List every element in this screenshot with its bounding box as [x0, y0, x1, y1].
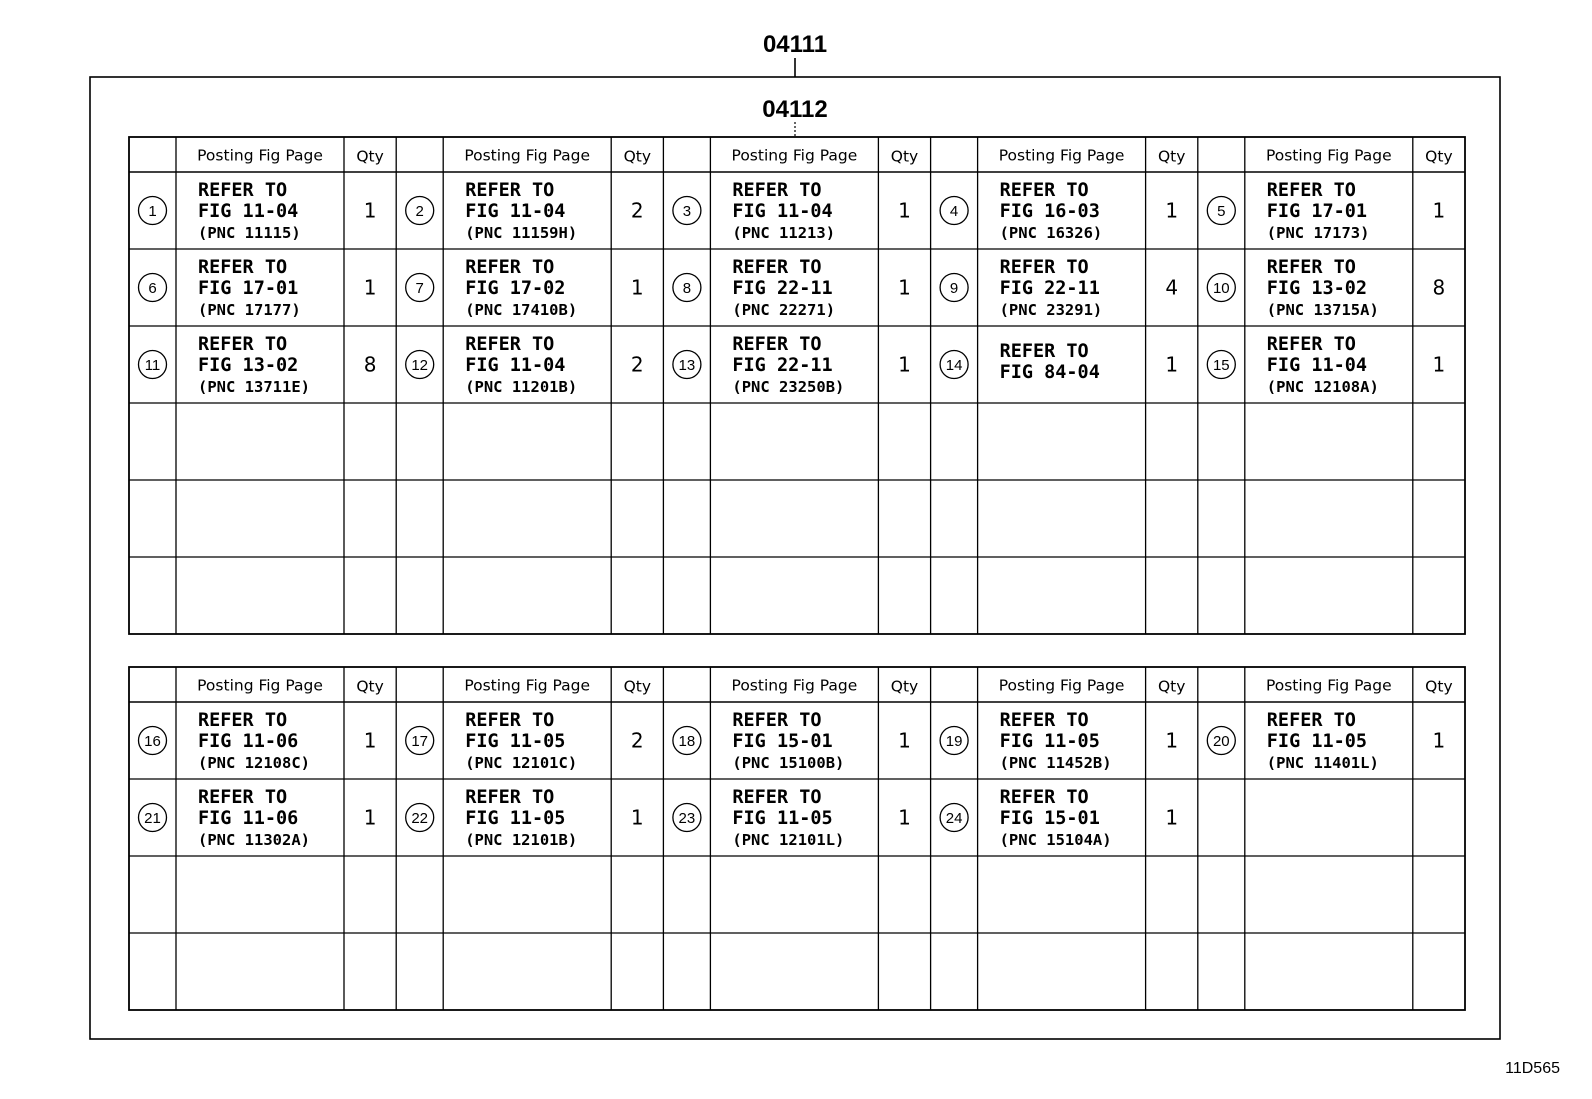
part-reference-entry	[406, 710, 644, 772]
refer-to-text: REFER TO	[198, 180, 288, 201]
pnc-code: (PNC 17173)	[1266, 224, 1370, 242]
quantity-value: 8	[363, 352, 377, 377]
callout-number: 16	[144, 733, 161, 750]
pnc-code: (PNC 11159H)	[465, 224, 578, 242]
part-reference-entry	[940, 341, 1178, 383]
fig-reference: FIG 22-11	[999, 278, 1100, 299]
part-reference-entry	[940, 787, 1178, 849]
quantity-value: 1	[1165, 805, 1179, 830]
fig-reference: FIG 11-05	[465, 731, 566, 752]
callout-number: 23	[678, 810, 696, 827]
quantity-value: 1	[898, 198, 911, 223]
refer-to-text: REFER TO	[1266, 710, 1356, 731]
quantity-value: 1	[898, 805, 911, 830]
refer-to-text: REFER TO	[732, 334, 822, 355]
parts-table-upper	[129, 137, 1465, 634]
callout-number: 21	[144, 810, 161, 827]
fig-reference: FIG 17-01	[1266, 201, 1368, 222]
header-qty: Qty	[1425, 147, 1453, 166]
refer-to-text: REFER TO	[732, 257, 822, 278]
part-reference-entry	[673, 180, 911, 242]
part-reference-entry	[406, 180, 644, 242]
callout-number: 5	[1217, 203, 1226, 220]
pnc-code: (PNC 12101L)	[732, 831, 845, 849]
callout-number: 9	[949, 280, 959, 297]
quantity-value: 1	[363, 805, 377, 830]
callout-number: 11	[144, 357, 161, 374]
part-reference-entry	[139, 257, 377, 319]
part-reference-entry	[139, 710, 377, 772]
refer-to-text: REFER TO	[198, 257, 288, 278]
quantity-value: 1	[1432, 728, 1446, 753]
callout-number: 14	[945, 357, 963, 374]
part-reference-entry	[1207, 334, 1445, 396]
quantity-value: 1	[1432, 198, 1446, 223]
refer-to-text: REFER TO	[465, 710, 555, 731]
callout-number: 19	[945, 733, 963, 750]
quantity-value: 1	[898, 728, 911, 753]
part-reference-entry	[673, 334, 911, 396]
fig-reference: FIG 17-01	[198, 278, 299, 299]
quantity-value: 1	[1432, 352, 1446, 377]
pnc-code: (PNC 15100B)	[732, 754, 845, 772]
header-posting-fig-page: Posting Fig Page	[464, 676, 591, 695]
fig-reference: FIG 11-05	[732, 808, 833, 829]
fig-reference: FIG 11-04	[465, 201, 566, 222]
header-qty: Qty	[356, 147, 384, 166]
refer-to-text: REFER TO	[1266, 180, 1356, 201]
fig-reference: FIG 11-04	[465, 355, 566, 376]
pnc-code: (PNC 12108A)	[1266, 378, 1379, 396]
header-qty: Qty	[623, 677, 652, 696]
callout-number: 8	[682, 280, 692, 297]
refer-to-text: REFER TO	[732, 787, 822, 808]
refer-to-text: REFER TO	[999, 787, 1089, 808]
header-qty: Qty	[1157, 677, 1186, 696]
refer-to-text: REFER TO	[999, 341, 1089, 362]
header-posting-fig-page: Posting Fig Page	[197, 146, 323, 165]
pnc-code: (PNC 22271)	[732, 301, 836, 319]
callout-number: 18	[678, 733, 696, 750]
pnc-code: (PNC 12101C)	[465, 754, 578, 772]
refer-to-text: REFER TO	[198, 787, 288, 808]
header-qty: Qty	[890, 677, 919, 696]
pnc-code: (PNC 13711E)	[198, 378, 310, 396]
header-posting-fig-page: Posting Fig Page	[464, 146, 591, 165]
refer-to-text: REFER TO	[999, 710, 1089, 731]
part-reference-entry	[673, 257, 911, 319]
refer-to-text: REFER TO	[732, 180, 822, 201]
header-posting-fig-page: Posting Fig Page	[1265, 146, 1392, 165]
fig-reference: FIG 11-04	[1266, 355, 1368, 376]
pnc-code: (PNC 11213)	[732, 224, 836, 242]
quantity-value: 1	[363, 728, 377, 753]
part-reference-entry	[406, 257, 644, 319]
pnc-code: (PNC 17177)	[198, 301, 301, 319]
header-qty: Qty	[1425, 677, 1453, 696]
part-reference-entry	[673, 710, 911, 772]
pnc-code: (PNC 11201B)	[465, 378, 578, 396]
header-posting-fig-page: Posting Fig Page	[731, 146, 858, 165]
callout-number: 24	[945, 810, 963, 827]
pnc-code: (PNC 11302A)	[198, 831, 310, 849]
quantity-value: 4	[1165, 275, 1179, 300]
fig-reference: FIG 84-04	[999, 362, 1100, 383]
callout-number: 4	[949, 203, 959, 220]
header-qty: Qty	[890, 147, 919, 166]
fig-reference: FIG 11-04	[198, 201, 299, 222]
header-posting-fig-page: Posting Fig Page	[998, 146, 1125, 165]
quantity-value: 1	[1165, 728, 1179, 753]
part-reference-entry	[673, 787, 911, 849]
part-reference-entry	[1207, 710, 1445, 772]
callout-number: 15	[1212, 357, 1230, 374]
pnc-code: (PNC 11115)	[198, 224, 301, 242]
part-reference-entry	[940, 257, 1178, 319]
refer-to-text: REFER TO	[1266, 334, 1356, 355]
refer-to-text: REFER TO	[465, 180, 555, 201]
pnc-code: (PNC 11452B)	[999, 754, 1112, 772]
pnc-code: (PNC 11401L)	[1266, 754, 1379, 772]
header-posting-fig-page: Posting Fig Page	[197, 676, 323, 695]
quantity-value: 1	[1165, 352, 1179, 377]
part-reference-entry	[940, 710, 1178, 772]
refer-to-text: REFER TO	[465, 787, 555, 808]
fig-reference: FIG 22-11	[732, 355, 833, 376]
refer-to-text: REFER TO	[732, 710, 822, 731]
fig-reference: FIG 13-02	[198, 355, 299, 376]
quantity-value: 1	[630, 275, 644, 300]
part-reference-entry	[139, 334, 377, 396]
callout-number: 6	[148, 280, 157, 297]
header-qty: Qty	[623, 147, 652, 166]
pnc-code: (PNC 16326)	[999, 224, 1103, 242]
part-reference-entry	[406, 334, 644, 396]
fig-reference: FIG 17-02	[465, 278, 566, 299]
callout-number: 20	[1212, 733, 1230, 750]
callout-number: 22	[411, 810, 429, 827]
quantity-value: 1	[363, 198, 377, 223]
pnc-code: (PNC 12108C)	[198, 754, 310, 772]
fig-reference: FIG 15-01	[999, 808, 1100, 829]
part-reference-entry	[139, 787, 377, 849]
quantity-value: 2	[630, 198, 644, 223]
header-posting-fig-page: Posting Fig Page	[998, 676, 1125, 695]
refer-to-text: REFER TO	[465, 257, 555, 278]
pnc-code: (PNC 12101B)	[465, 831, 578, 849]
part-reference-entry	[940, 180, 1178, 242]
refer-to-text: REFER TO	[999, 180, 1089, 201]
refer-to-text: REFER TO	[465, 334, 555, 355]
quantity-value: 1	[898, 352, 911, 377]
callout-number: 7	[415, 280, 424, 297]
refer-to-text: REFER TO	[1266, 257, 1356, 278]
quantity-value: 2	[630, 352, 644, 377]
fig-reference: FIG 22-11	[732, 278, 833, 299]
part-reference-entry	[406, 787, 644, 849]
part-reference-entry	[139, 180, 377, 242]
fig-reference: FIG 11-06	[198, 808, 299, 829]
fig-reference: FIG 11-05	[999, 731, 1100, 752]
quantity-value: 1	[363, 275, 377, 300]
fig-reference: FIG 11-04	[732, 201, 833, 222]
part-reference-entry	[1207, 180, 1445, 242]
callout-number: 13	[678, 357, 696, 374]
refer-to-text: REFER TO	[999, 257, 1089, 278]
inner-assembly-number: 04112	[762, 96, 828, 123]
quantity-value: 1	[898, 275, 911, 300]
pnc-code: (PNC 23291)	[999, 301, 1103, 319]
part-reference-entry	[1207, 257, 1445, 319]
pnc-code: (PNC 17410B)	[465, 301, 578, 319]
refer-to-text: REFER TO	[198, 334, 288, 355]
refer-to-text: REFER TO	[198, 710, 288, 731]
quantity-value: 1	[1165, 198, 1179, 223]
quantity-value: 8	[1432, 275, 1446, 300]
pnc-code: (PNC 15104A)	[999, 831, 1112, 849]
callout-number: 17	[411, 733, 429, 750]
header-qty: Qty	[1157, 147, 1186, 166]
fig-reference: FIG 16-03	[999, 201, 1100, 222]
callout-number: 12	[411, 357, 429, 374]
diagram-code: 11D565	[1505, 1060, 1560, 1077]
callout-number: 1	[148, 203, 157, 220]
outer-assembly-number: 04111	[762, 31, 828, 58]
fig-reference: FIG 15-01	[732, 731, 833, 752]
header-posting-fig-page: Posting Fig Page	[731, 676, 858, 695]
header-qty: Qty	[356, 677, 384, 696]
callout-number: 3	[682, 203, 692, 220]
callout-number: 2	[415, 203, 424, 220]
pnc-code: (PNC 23250B)	[732, 378, 845, 396]
fig-reference: FIG 13-02	[1266, 278, 1368, 299]
fig-reference: FIG 11-05	[465, 808, 566, 829]
quantity-value: 1	[630, 805, 644, 830]
parts-table-lower	[129, 667, 1465, 1010]
fig-reference: FIG 11-05	[1266, 731, 1368, 752]
callout-number: 10	[1212, 280, 1230, 297]
fig-reference: FIG 11-06	[198, 731, 299, 752]
pnc-code: (PNC 13715A)	[1266, 301, 1379, 319]
header-posting-fig-page: Posting Fig Page	[1265, 676, 1392, 695]
quantity-value: 2	[630, 728, 644, 753]
